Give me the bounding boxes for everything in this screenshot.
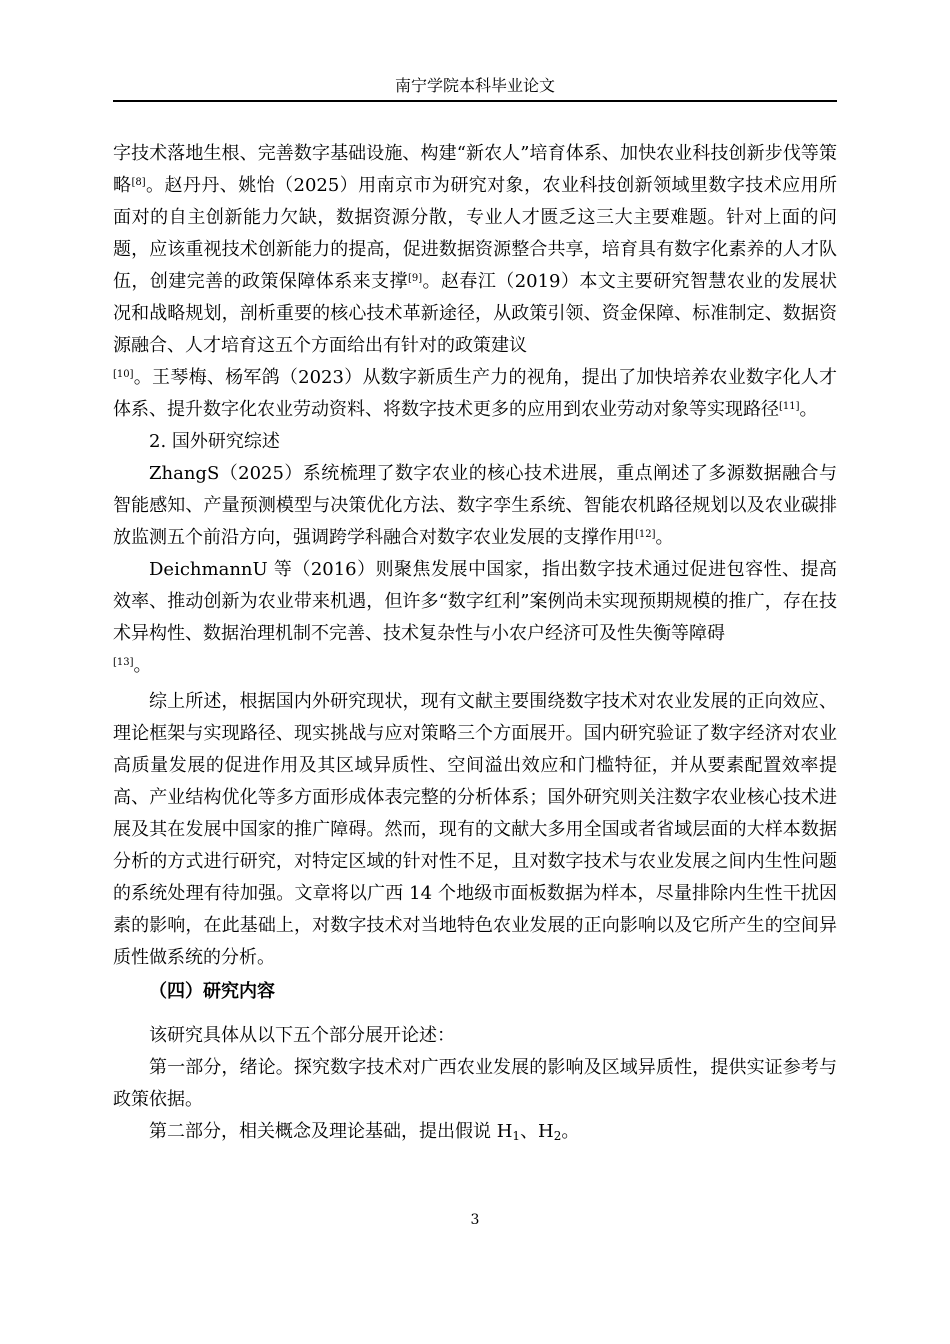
citation: [10] — [113, 369, 134, 380]
citation: [9] — [407, 273, 423, 284]
citation: [8] — [131, 177, 146, 188]
header-rule — [113, 100, 837, 102]
paragraph-part-two: 第二部分，相关概念及理论基础，提出假说 $H_1$、$H_2$。 — [149, 1121, 580, 1143]
paragraph-deichmann: DeichmannU 等（2016）则聚焦发展中国家，指出数字技术通过促进包容性、提高效率、推动创新为农业带来机遇，但许多“数字红利”案例尚未实现预期规模的推广，存在技术异构性、数据治理机制不完善、技术复杂性与小农户经济可及性失衡等障碍 [13]。 — [113, 559, 837, 676]
paragraph-part-one: 第一部分，绪论。探究数字技术对广西农业发展的影响及区域异质性，提供实证参考与政策依据。 — [113, 1057, 837, 1110]
citation: [12] — [635, 529, 656, 540]
paragraph-summary: 综上所述，根据国内外研究现状，现有文献主要围绕数字技术对农业发展的正向效应、理论框架与实现路径、现实挑战与应对策略三个方面展开。国内研究验证了数字经济对农业高质量发展的促进作用及其区域异质性、空间溢出效应和门槛特征，并从要素配置效率提高、产业结构优化等多方面形成体表完整的分析体系；国外研究则关注数字农业核心技术进展及其在发展中国家的推广障碍。然而，现有的文献大多用全国或者省域层面的大样本数据分析的方式进行研究，对特定区域的针对性不足，且对数字技术与农业发展之间内生性问题的系统处理有待加强。文章将以广西 14 个地级市面板数据为样本，尽量排除内生性干扰因素的影响，在此基础上，对数字技术对当地特色农业发展的正向影响以及它所产生的空间异质性做系统的分析。 — [113, 691, 837, 968]
paragraph-domestic-review-continued: 字技术落地生根、完善数字基础设施、构建“新农人”培育体系、加快农业科技创新步伐等策略[8]。赵丹丹、姚怡（2025）用南京市为研究对象，农业科技创新领域里数字技术应用所面对的自主创新能力欠缺，数据资源分散，专业人才匮乏这三大主要难题。针对上面的问题，应该重视技术创新能力的提高，促进数据资源整合共享，培育具有数字化素养的人才队伍，创建完善的政策保障体系来支撑[9]。赵春江（2019）本文主要研究智慧农业的发展状况和战略规划，剖析重要的核心技术革新途径，从政策引领、资金保障、标准制定、数据资源融合、人才培育这五个方面给出有针对的政策建议 [10]。王琴梅、杨军鸽（2023）从数字新质生产力的视角，提出了加快培养农业数字化人才体系、提升数字化农业劳动资料、将数字技术更多的应用到农业劳动对象等实现路径[11]。 — [113, 143, 838, 420]
paragraph-zhang: ZhangS（2025）系统梳理了数字农业的核心技术进展，重点阐述了多源数据融合与智能感知、产量预测模型与决策优化方法、数字孪生系统、智能农机路径规划以及农业碳排放监测五个前沿方向，强调跨学科融合对数字农业发展的支撑作用[12]。 — [113, 463, 837, 548]
citation: [11] — [779, 401, 800, 412]
section-heading: （四）研究内容 — [149, 981, 275, 1002]
paragraph-intro-parts: 该研究具体从以下五个部分展开论述： — [149, 1025, 455, 1046]
page-number: 3 — [470, 1212, 480, 1228]
subsection-heading: 2. 国外研究综述 — [149, 431, 280, 452]
body-text — [113, 138, 837, 1148]
citation: [13] — [113, 657, 134, 668]
running-header: 南宁学院本科毕业论文 — [394, 76, 555, 95]
